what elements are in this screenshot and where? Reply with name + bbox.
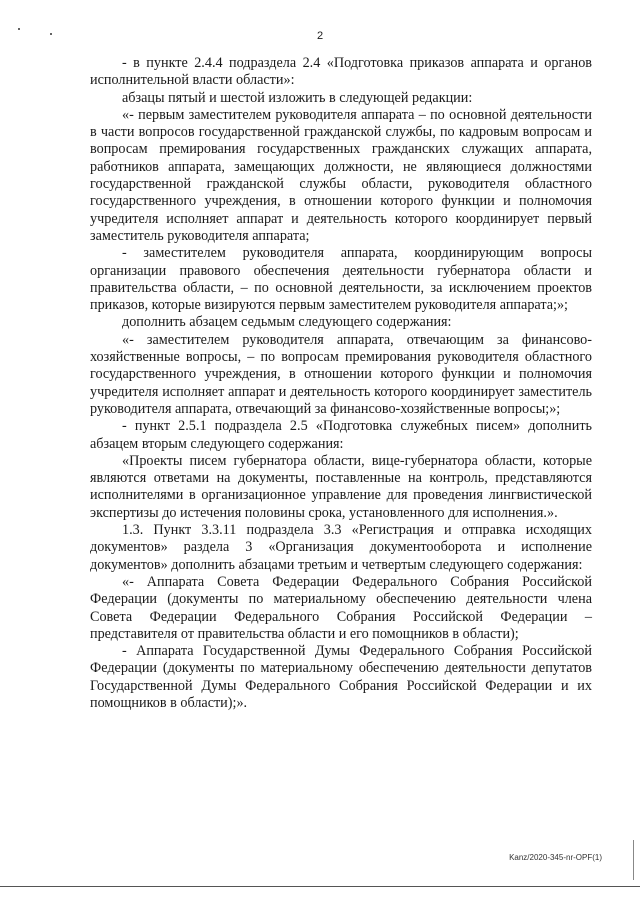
paragraph: «- первым заместителем руководителя аппарата – по основной деятельности в части вопросов государственной гражданской службы, по кадровым вопросам и вопросам премирования государственных гражданских служащих аппарата, работников аппарата, замещающих должности, не являющиеся должностями государственной гражданской службы области, руководителя областного государственного учреждения, в отношении которого функции и полномочия учредителя исполняет аппарат и деятельность которого координирует первый заместитель руководителя аппарата; [90, 106, 592, 244]
paragraph: 1.3. Пункт 3.3.11 подраздела 3.3 «Регистрация и отправка исходящих документов» раздела 3 «Организация документооборота и исполнение документов» дополнить абзацами третьим и четвертым следующего содержания: [90, 522, 592, 573]
paragraph: «Проекты писем губернатора области, вице-губернатора области, которые являются ответами на документы, поставленные на контроль, представляются исполнителями в организационное управление для проведения лингвистической экспертизы до истечения половины срока, установленного для исполнения.». [90, 452, 592, 521]
page-number: 2 [316, 30, 324, 42]
paragraph: - заместителем руководителя аппарата, координирующим вопросы организации правового обеспечения деятельности губернатора области и правительства области, – по основной деятельности, за исключением проектов приказов, которые визируются первым заместителем руководителя аппарата;»; [90, 245, 592, 314]
scan-edge-mark [633, 840, 634, 880]
paragraph: - в пункте 2.4.4 подраздела 2.4 «Подготовка приказов аппарата и органов исполнительной власти области»: [90, 55, 592, 89]
paragraph: дополнить абзацем седьмым следующего содержания: [122, 314, 452, 331]
scan-edge-line [0, 886, 640, 887]
document-code: Kanz/2020-345-nr-OPF(1) [509, 853, 602, 862]
paragraph: абзацы пятый и шестой изложить в следующей редакции: [122, 89, 473, 106]
document-body [90, 55, 592, 712]
paragraph: - Аппарата Государственной Думы Федерального Собрания Российской Федерации (документы по материальному обеспечению деятельности депутатов Государственной Думы Федерального Собрания Российской Федерации и их помощников в области);». [90, 643, 592, 711]
paragraph: «- заместителем руководителя аппарата, отвечающим за финансово-хозяйственные вопросы, – по вопросам премирования руководителя областного государственного учреждения, в отношении которого функции и полномочия учредителя исполняет аппарат и деятельность которого координирует заместитель руководителя аппарата, отвечающий за финансово-хозяйственные вопросы;»; [90, 331, 592, 417]
paragraph: - пункт 2.5.1 подраздела 2.5 «Подготовка служебных писем» дополнить абзацем вторым следующего содержания: [90, 418, 592, 452]
paragraph: «- Аппарата Совета Федерации Федерального Собрания Российской Федерации (документы по материальному обеспечению деятельности члена Совета Федерации Федерального Собрания Российской Федерации – представителя от правительства области и его помощников в области); [90, 573, 592, 642]
